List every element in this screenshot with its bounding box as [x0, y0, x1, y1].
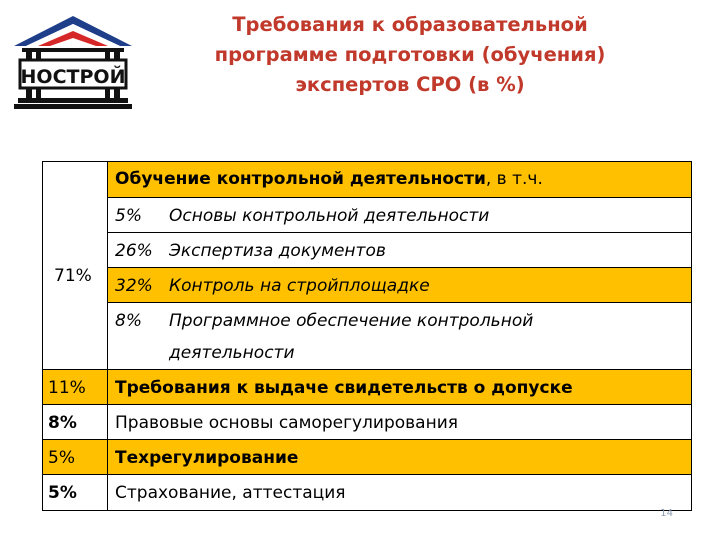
row-4-percent: 5%	[48, 483, 77, 503]
row-1-percent: 11%	[48, 378, 86, 398]
group-header-text	[115, 170, 543, 188]
sub-item-4-percent: 8%	[115, 311, 142, 331]
logo-text: НОСТРОЙ	[20, 66, 126, 88]
curriculum-table	[42, 161, 692, 511]
sub-item-3-label: Контроль на стройплощадке	[169, 276, 430, 296]
row-3-label: Техрегулирование	[115, 448, 299, 468]
row-4-label: Страхование, аттестация	[115, 483, 346, 503]
group-percent: 71%	[54, 266, 92, 286]
nostroy-logo	[10, 14, 136, 110]
title-line-3: экспертов СРО (в %)	[295, 73, 525, 96]
title-line-2: программе подготовки (обучения)	[214, 43, 606, 66]
group-header-suffix: , в т.ч.	[485, 169, 543, 189]
row-1-label: Требования к выдаче свидетельств о допуске	[115, 378, 573, 398]
sub-item-4-label: Программное обеспечение контрольной	[169, 311, 534, 331]
sub-item-4-label-cont: деятельности	[169, 343, 295, 363]
title-line-1: Требования к образовательной	[232, 13, 588, 36]
sub-item-3-percent: 32%	[115, 276, 153, 296]
row-3-percent: 5%	[48, 448, 75, 468]
group-header-label: Обучение контрольной деятельности	[115, 169, 486, 189]
sub-item-1-percent: 5%	[115, 206, 142, 226]
row-2-label: Правовые основы саморегулирования	[115, 413, 458, 433]
sub-item-2-percent: 26%	[115, 241, 153, 261]
sub-item-2-label: Экспертиза документов	[169, 241, 386, 261]
nostroy-logo-graphic	[10, 14, 136, 110]
slide-title	[175, 10, 645, 100]
row-2-percent: 8%	[48, 413, 77, 433]
sub-item-1-label: Основы контрольной деятельности	[169, 206, 490, 226]
page-number: 14	[660, 508, 673, 519]
